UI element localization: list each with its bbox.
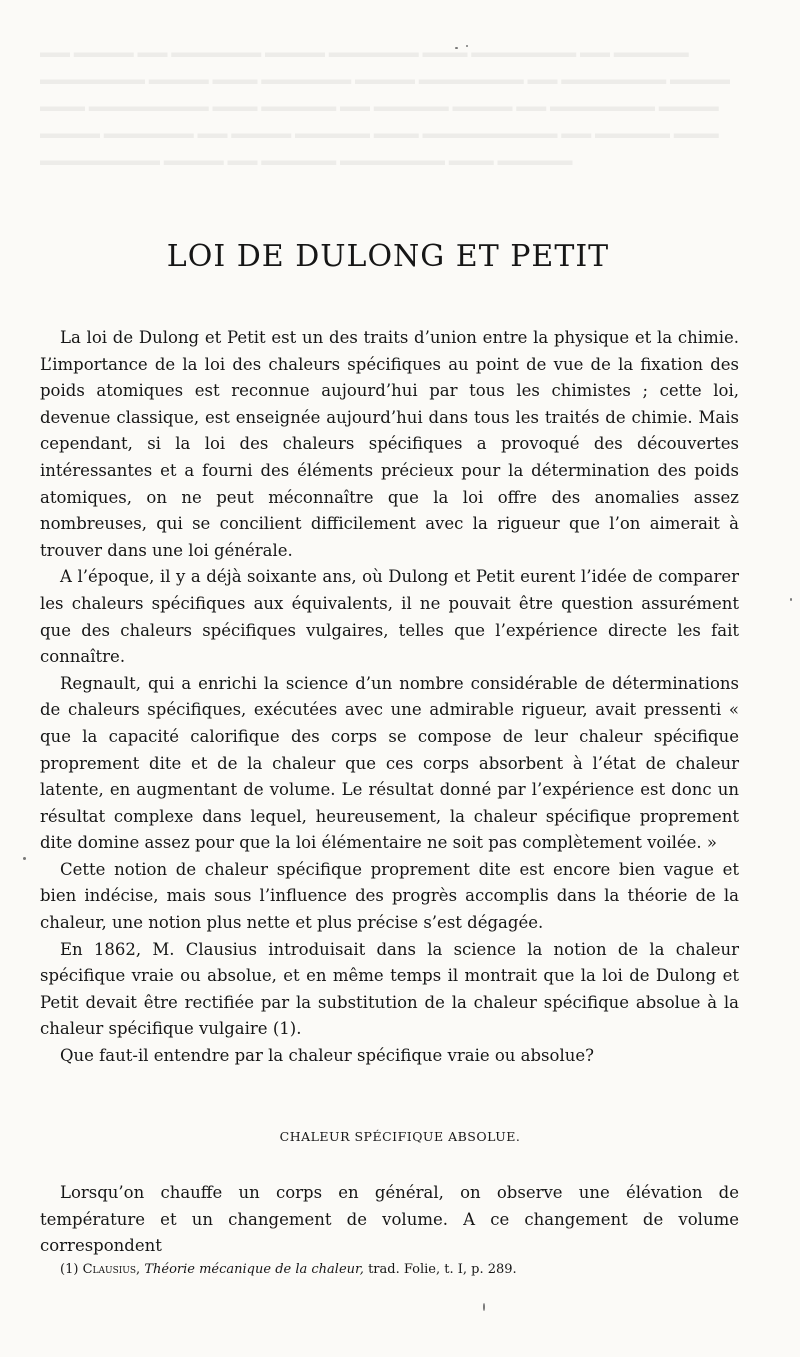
ink-speck <box>790 598 792 601</box>
footnote <box>60 1262 740 1277</box>
paragraph: En 1862, M. Clausius introduisait dans la science la notion de la chaleur spécifique vraie ou absolue, et en même temps il montrait que la loi de Dulong et Petit devait être rectifiée par la substitution de la chaleur spécifique absolue à la chaleur spécifique vulgaire (1). <box>40 939 739 1039</box>
ink-speck <box>23 857 26 860</box>
page-title: LOI DE DULONG ET PETIT <box>166 239 610 275</box>
paragraph: Cette notion de chaleur spécifique proprement dite est encore bien vague et bien indécise, mais sous l’influence des progrès accomplis dans la théorie de la chaleur, une notion plus nette et plus précise s’est dégagée. <box>40 859 739 933</box>
paragraph: Que faut-il entendre par la chaleur spécifique vraie ou absolue? <box>60 1046 594 1066</box>
body-text <box>40 325 739 1070</box>
footnote-marker: (1) <box>60 1262 79 1277</box>
section-heading: CHALEUR SPÉCIFIQUE ABSOLUE. <box>279 1129 521 1144</box>
ink-speck <box>483 1303 485 1311</box>
footnote-citation: trad. Folie, t. I, p. 289. <box>368 1262 517 1277</box>
footnote-work-title: Théorie mécanique de la chaleur, <box>144 1262 364 1277</box>
ink-speck <box>466 45 468 47</box>
ink-speck <box>455 47 458 49</box>
paragraph: Lorsqu’on chauffe un corps en général, on observe une élévation de température et un changement de volume. A ce changement de volume correspondent <box>40 1183 739 1256</box>
section-body <box>40 1180 739 1260</box>
bleed-through-texture: ▬▬ ▬▬▬▬ ▬▬ ▬▬▬▬▬▬ ▬▬▬▬ ▬▬▬▬▬▬ ▬▬▬ ▬▬▬▬▬▬▬ ▬▬ ▬▬▬▬▬ ▬▬▬▬▬▬▬ ▬▬▬▬ ▬▬▬ ▬▬▬▬▬▬ ▬▬▬▬ ▬▬▬▬▬▬▬ ▬▬ ▬▬▬▬▬▬▬ ▬▬▬▬ ▬▬▬ ▬▬▬▬▬▬▬▬ ▬▬▬ ▬▬▬▬▬ ▬▬ ▬▬▬▬▬ ▬▬▬▬ ▬▬ ▬▬▬▬▬▬▬ ▬▬▬▬ ▬▬▬▬ ▬▬▬▬▬▬ ▬▬ ▬▬▬▬ ▬▬▬▬▬ ▬▬▬ ▬▬▬▬▬▬▬▬▬ ▬▬ ▬▬▬▬▬ ▬▬▬ ▬▬▬▬▬▬▬▬ ▬▬▬▬ ▬▬ ▬▬▬▬▬ ▬▬▬▬▬▬▬ ▬▬▬ ▬▬▬▬▬ <box>40 45 730 169</box>
paragraph: Regnault, qui a enrichi la science d’un nombre considérable de déterminations de chaleurs spécifiques, exécutées avec une admirable rigueur, avait pressenti « que la capacité calorifique des corps se compose de leur chaleur spécifique proprement dite et de la chaleur que ces corps absorbent à l’état de chaleur latente, en augmentant de volume. Le résultat donné par l’expérience est donc un résultat complexe dans lequel, heureusement, la chaleur spécifique proprement dite domine assez pour que la loi élémentaire ne soit pas complètement voilée. » <box>40 673 739 853</box>
footnote-author: Clausius, <box>82 1262 141 1277</box>
paragraph: A l’époque, il y a déjà soixante ans, où Dulong et Petit eurent l’idée de comparer les chaleurs spécifiques aux équivalents, il ne pouvait être question assurément que des chaleurs spécifiques vulgaires, telles que l’expérience directe les fait connaître. <box>40 567 739 667</box>
paragraph: La loi de Dulong et Petit est un des traits d’union entre la physique et la chimie. L’importance de la loi des chaleurs spécifiques au point de vue de la fixation des poids atomiques est reconnue aujourd’hui par tous les chimistes ; cette loi, devenue classique, est enseignée aujourd’hui dans tous les traités de chimie. Mais cependant, si la loi des chaleurs spécifiques a provoqué des découvertes intéressantes et a fourni des éléments précieux pour la détermination des poids atomiques, on ne peut méconnaître que la loi offre des anomalies assez nombreuses, qui se concilient difficilement avec la rigueur que l’on aimerait à trouver dans une loi générale. <box>40 328 739 560</box>
